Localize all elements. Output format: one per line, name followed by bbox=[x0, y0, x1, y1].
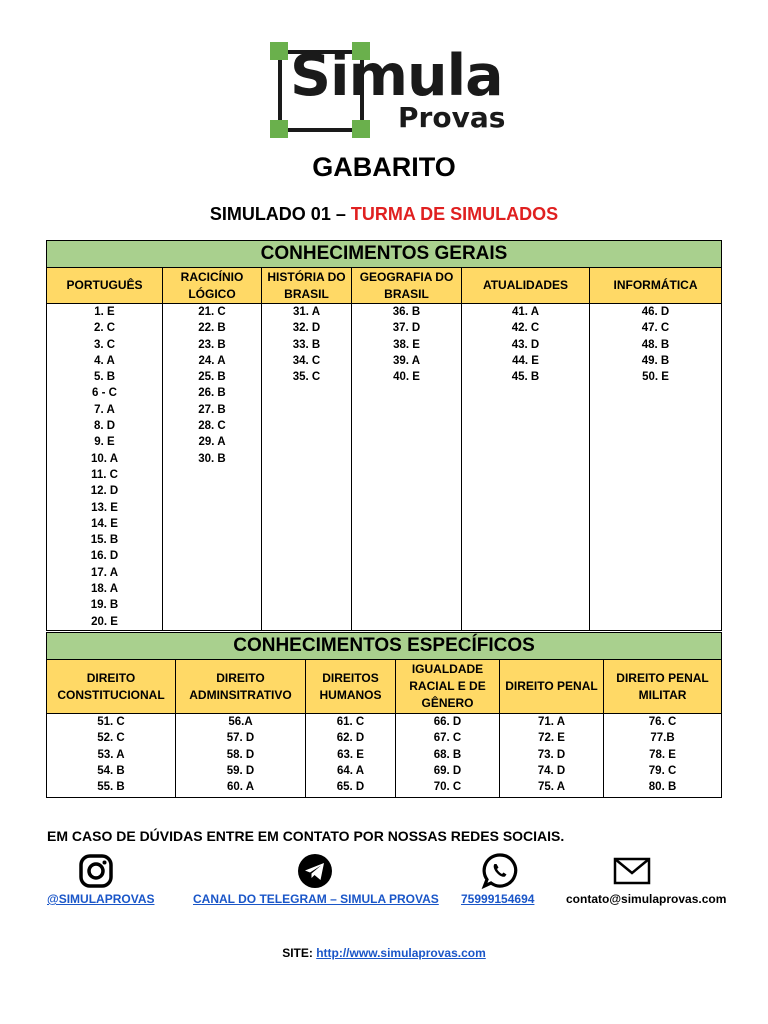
especificos-col-label: DIREITO PENAL MILITAR bbox=[604, 660, 722, 714]
especificos-col-label: DIREITOS HUMANOS bbox=[306, 660, 396, 714]
answer-item: 43. D bbox=[511, 338, 540, 351]
logo-corner-square bbox=[270, 120, 288, 138]
answer-item: 62. D bbox=[336, 732, 365, 745]
answer-item: 47. C bbox=[641, 322, 670, 335]
answer-item: 37. D bbox=[392, 322, 421, 335]
answer-item: 2. C bbox=[93, 322, 116, 335]
especificos-heading: CONHECIMENTOS ESPECÍFICOS bbox=[47, 633, 722, 660]
especificos-answer-column bbox=[604, 714, 722, 798]
answer-item: 31. A bbox=[292, 306, 321, 318]
contact-intro: EM CASO DE DÚVIDAS ENTRE EM CONTATO POR NOSSAS REDES SOCIAIS. bbox=[47, 828, 565, 844]
answer-item: 75. A bbox=[537, 781, 566, 794]
gerais-heading: CONHECIMENTOS GERAIS bbox=[47, 241, 722, 268]
answer-item: 58. D bbox=[226, 748, 255, 761]
whatsapp-icon[interactable] bbox=[481, 852, 519, 890]
gerais-answer-column bbox=[262, 304, 352, 631]
answer-item: 3. C bbox=[93, 338, 116, 351]
answer-item: 5. B bbox=[93, 371, 116, 384]
answer-item: 65. D bbox=[336, 781, 365, 794]
answer-item: 4. A bbox=[94, 354, 115, 367]
answer-item: 13. E bbox=[91, 501, 118, 514]
answer-item: 22. B bbox=[198, 322, 226, 335]
especificos-answer-table bbox=[46, 632, 722, 798]
answer-item: 28. C bbox=[198, 420, 226, 433]
answer-item: 76. C bbox=[648, 716, 677, 728]
answer-item: 24. A bbox=[198, 354, 226, 367]
gerais-col-label: INFORMÁTICA bbox=[590, 268, 722, 304]
answer-item: 15. B bbox=[90, 534, 119, 547]
answer-item: 55. B bbox=[97, 781, 125, 794]
whatsapp-link[interactable]: 75999154694 bbox=[461, 892, 535, 906]
answer-item: 60. A bbox=[226, 781, 255, 794]
answer-item: 6 - C bbox=[92, 387, 117, 400]
answer-item: 14. E bbox=[91, 517, 118, 530]
answer-item: 70. C bbox=[433, 781, 462, 794]
instagram-icon[interactable] bbox=[78, 853, 114, 889]
answer-item: 16. D bbox=[90, 550, 119, 563]
answer-item: 12. D bbox=[90, 485, 119, 498]
answer-item: 63. E bbox=[337, 748, 364, 761]
answer-item: 66. D bbox=[433, 716, 462, 728]
especificos-answer-column bbox=[176, 714, 306, 798]
answer-item: 11. C bbox=[91, 468, 118, 481]
page-title: GABARITO bbox=[312, 152, 456, 182]
answer-item: 45. B bbox=[511, 371, 540, 384]
answer-item: 73. D bbox=[537, 748, 566, 761]
answer-item: 32. D bbox=[292, 322, 321, 335]
answer-item: 41. A bbox=[511, 306, 540, 318]
gerais-col-label: HISTÓRIA DO BRASIL bbox=[262, 268, 352, 304]
especificos-answer-column bbox=[306, 714, 396, 798]
especificos-answer-column bbox=[396, 714, 500, 798]
answer-item: 20. E bbox=[91, 615, 118, 628]
logo-corner-square bbox=[270, 42, 288, 60]
answer-item: 49. B bbox=[641, 354, 670, 367]
answer-item: 71. A bbox=[537, 716, 566, 728]
contact-email: contato@simulaprovas.com bbox=[566, 892, 727, 906]
logo-brand-sub: Provas bbox=[398, 101, 506, 134]
answer-item: 67. C bbox=[433, 732, 462, 745]
logo-corner-square bbox=[352, 120, 370, 138]
answer-item: 44. E bbox=[512, 354, 539, 367]
answer-item: 46. D bbox=[641, 306, 670, 318]
answer-item: 27. B bbox=[198, 403, 226, 416]
answer-item: 64. A bbox=[336, 764, 365, 777]
answer-item: 23. B bbox=[198, 338, 226, 351]
site-label: SITE: bbox=[282, 946, 313, 960]
answer-item: 21. C bbox=[198, 306, 226, 318]
mail-icon[interactable] bbox=[613, 857, 651, 885]
subtitle-prefix: SIMULADO 01 – bbox=[209, 204, 351, 224]
telegram-link[interactable]: CANAL DO TELEGRAM – SIMULA PROVAS bbox=[193, 892, 439, 906]
gerais-col-label: RACICÍNIO LÓGICO bbox=[163, 268, 262, 304]
answer-item: 34. C bbox=[292, 354, 321, 367]
gerais-answer-column bbox=[47, 304, 163, 631]
answer-item: 52. C bbox=[97, 732, 125, 745]
answer-item: 68. B bbox=[433, 748, 462, 761]
gerais-answer-column bbox=[163, 304, 262, 631]
gerais-answer-column bbox=[590, 304, 722, 631]
answer-item: 33. B bbox=[292, 338, 321, 351]
answer-item: 57. D bbox=[226, 732, 255, 745]
site-link[interactable]: http://www.simulaprovas.com bbox=[316, 946, 486, 960]
answer-item: 18. A bbox=[90, 583, 119, 596]
answer-item: 30. B bbox=[198, 452, 226, 465]
simula-provas-logo bbox=[268, 42, 528, 140]
answer-item: 10. A bbox=[90, 452, 119, 465]
answer-item: 51. C bbox=[97, 716, 125, 728]
answer-item: 38. E bbox=[393, 338, 420, 351]
answer-item: 69. D bbox=[433, 764, 462, 777]
answer-item: 35. C bbox=[292, 371, 321, 384]
answer-item: 9. E bbox=[94, 436, 115, 449]
answer-item: 78. E bbox=[649, 748, 676, 761]
gerais-answer-column bbox=[462, 304, 590, 631]
answer-item: 7. A bbox=[94, 403, 115, 416]
answer-item: 72. E bbox=[538, 732, 565, 745]
gerais-col-label: ATUALIDADES bbox=[462, 268, 590, 304]
answer-item: 54. B bbox=[97, 764, 125, 777]
answer-item: 48. B bbox=[641, 338, 670, 351]
gerais-col-label: GEOGRAFIA DO BRASIL bbox=[352, 268, 462, 304]
answer-item: 77.B bbox=[650, 732, 675, 745]
answer-item: 8. D bbox=[93, 420, 116, 433]
telegram-icon[interactable] bbox=[297, 853, 333, 889]
especificos-col-label: DIREITO ADMINSITRATIVO bbox=[176, 660, 306, 714]
especificos-answer-column bbox=[500, 714, 604, 798]
answer-item: 74. D bbox=[537, 764, 566, 777]
answer-item: 40. E bbox=[393, 371, 420, 384]
especificos-answer-column bbox=[47, 714, 176, 798]
gerais-answer-table bbox=[46, 240, 722, 631]
instagram-link[interactable]: @SIMULAPROVAS bbox=[47, 892, 155, 906]
page-subtitle bbox=[0, 204, 768, 225]
especificos-col-label: DIREITO PENAL bbox=[500, 660, 604, 714]
answer-item: 36. B bbox=[392, 306, 421, 318]
especificos-col-label: IGUALDADE RACIAL E DE GÊNERO bbox=[396, 660, 500, 714]
answer-item: 53. A bbox=[97, 748, 125, 761]
answer-item: 80. B bbox=[648, 781, 677, 794]
especificos-col-label: DIREITO CONSTITUCIONAL bbox=[47, 660, 176, 714]
logo-brand-main: Simula bbox=[290, 43, 503, 109]
answer-item: 61. C bbox=[336, 716, 365, 728]
answer-item: 39. A bbox=[392, 354, 421, 367]
gerais-col-label: PORTUGUÊS bbox=[47, 268, 163, 304]
answer-item: 59. D bbox=[226, 764, 255, 777]
gerais-answer-column bbox=[352, 304, 462, 631]
answer-item: 25. B bbox=[198, 371, 226, 384]
answer-item: 26. B bbox=[198, 387, 226, 400]
answer-item: 19. B bbox=[90, 599, 119, 612]
answer-item: 29. A bbox=[198, 436, 226, 449]
answer-item: 79. C bbox=[648, 764, 677, 777]
site-footer bbox=[0, 946, 768, 960]
answer-item: 1. E bbox=[94, 306, 115, 318]
answer-item: 56.A bbox=[228, 716, 253, 728]
answer-item: 17. A bbox=[90, 566, 119, 579]
answer-item: 50. E bbox=[642, 371, 669, 384]
answer-item: 42. C bbox=[511, 322, 540, 335]
subtitle-highlight: TURMA DE SIMULADOS bbox=[350, 204, 559, 224]
